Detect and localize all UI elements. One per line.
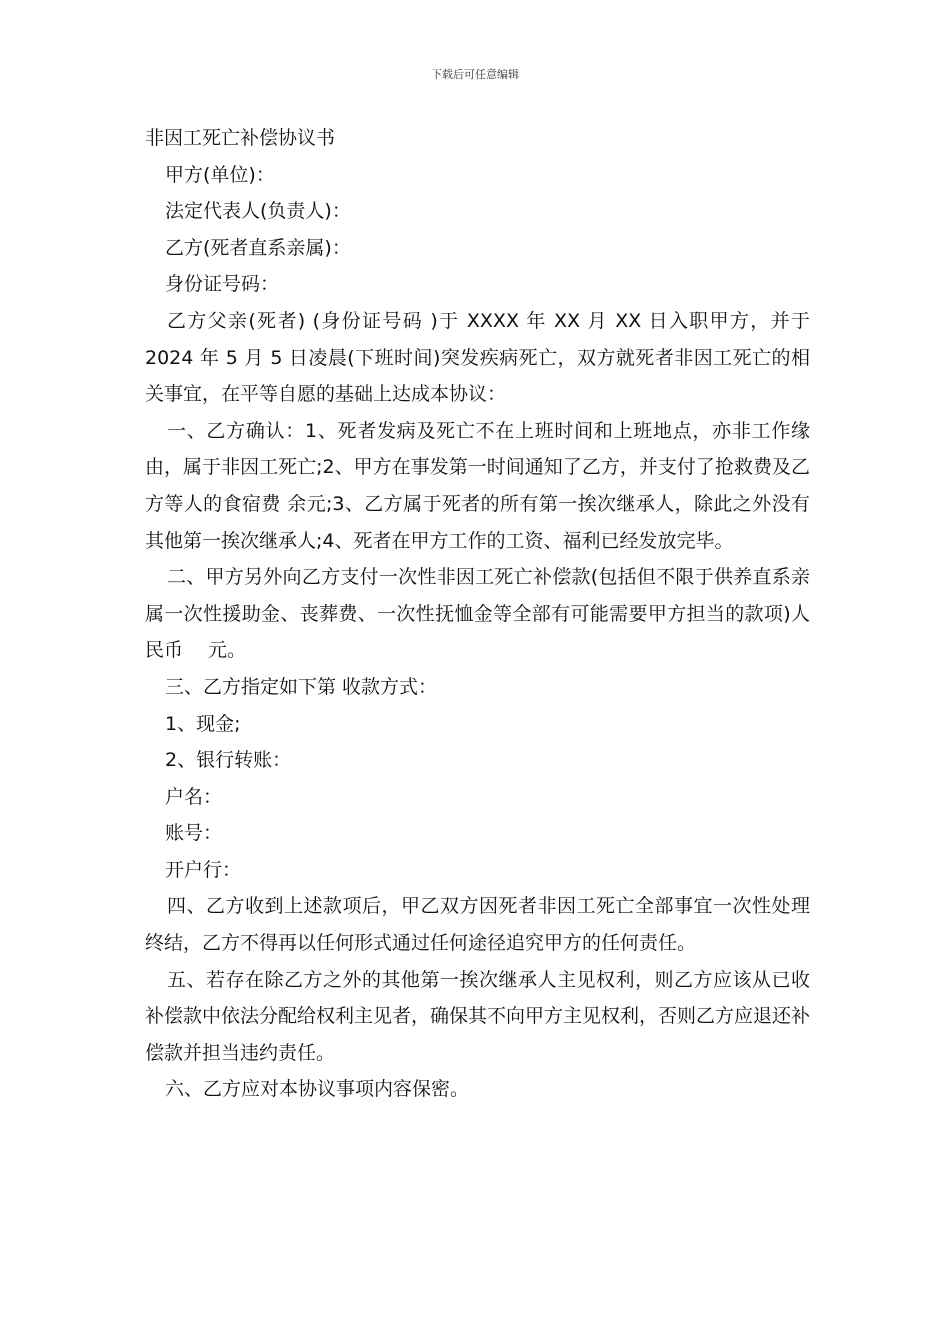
document-title: 非因工死亡补偿协议书 [145, 127, 336, 149]
document-body [145, 120, 810, 1108]
clause-6: 六、乙方应对本协议事项内容保密。 [165, 1078, 470, 1101]
intro-paragraph: 乙方父亲(死者) (身份证号码 )于 XXXX 年 XX 月 XX 日入职甲方，并于 2024 年 5 月 5 日凌晨(下班时间)突发疾病死亡，双方就死者非因工死亡的相关事宜，在平等自愿的基础上达成本协议： [145, 309, 810, 406]
field-party-b: 乙方(死者直系亲属)： [165, 236, 351, 259]
clause-4: 四、乙方收到上述款项后，甲乙双方因死者非因工死亡全部事宜一次性处理终结，乙方不得再以任何形式通过任何途径追究甲方的任何责任。 [145, 895, 810, 955]
field-party-a: 甲方(单位)： [165, 163, 275, 186]
clause-3: 三、乙方指定如下第 收款方式： [165, 675, 438, 698]
clause-1: 一、乙方确认：1、死者发病及死亡不在上班时间和上班地点，亦非工作缘由，属于非因工死亡;2、甲方在事发第一时间通知了乙方，并支付了抢救费及乙方等人的食宿费 余元;3、乙方属于死者的所有第一挨次继承人，除此之外没有其他第一挨次继承人;4、死者在甲方工作的工资、福利已经发放完毕。 [145, 419, 810, 552]
account-name-field: 户名： [165, 785, 223, 808]
bank-branch-field: 开户行： [165, 858, 242, 881]
clause-5: 五、若存在除乙方之外的其他第一挨次继承人主见权利，则乙方应该从已收补偿款中依法分配给权利主见者，确保其不向甲方主见权利，否则乙方应退还补偿款并担当违约责任。 [145, 968, 811, 1064]
account-number-field: 账号： [165, 822, 223, 845]
field-legal-representative: 法定代表人(负责人)： [165, 200, 351, 223]
clause-2: 二、甲方另外向乙方支付一次性非因工死亡补偿款(包括但不限于供养直系亲属一次性援助金、丧葬费、一次性抚恤金等全部有可能需要甲方担当的款项)人民币 元。 [145, 566, 810, 662]
payment-option-cash: 1、现金; [165, 712, 241, 735]
page-header: 下载后可任意编辑 [431, 68, 519, 81]
payment-option-bank: 2、银行转账： [165, 749, 292, 772]
field-id-number: 身份证号码： [165, 273, 280, 296]
